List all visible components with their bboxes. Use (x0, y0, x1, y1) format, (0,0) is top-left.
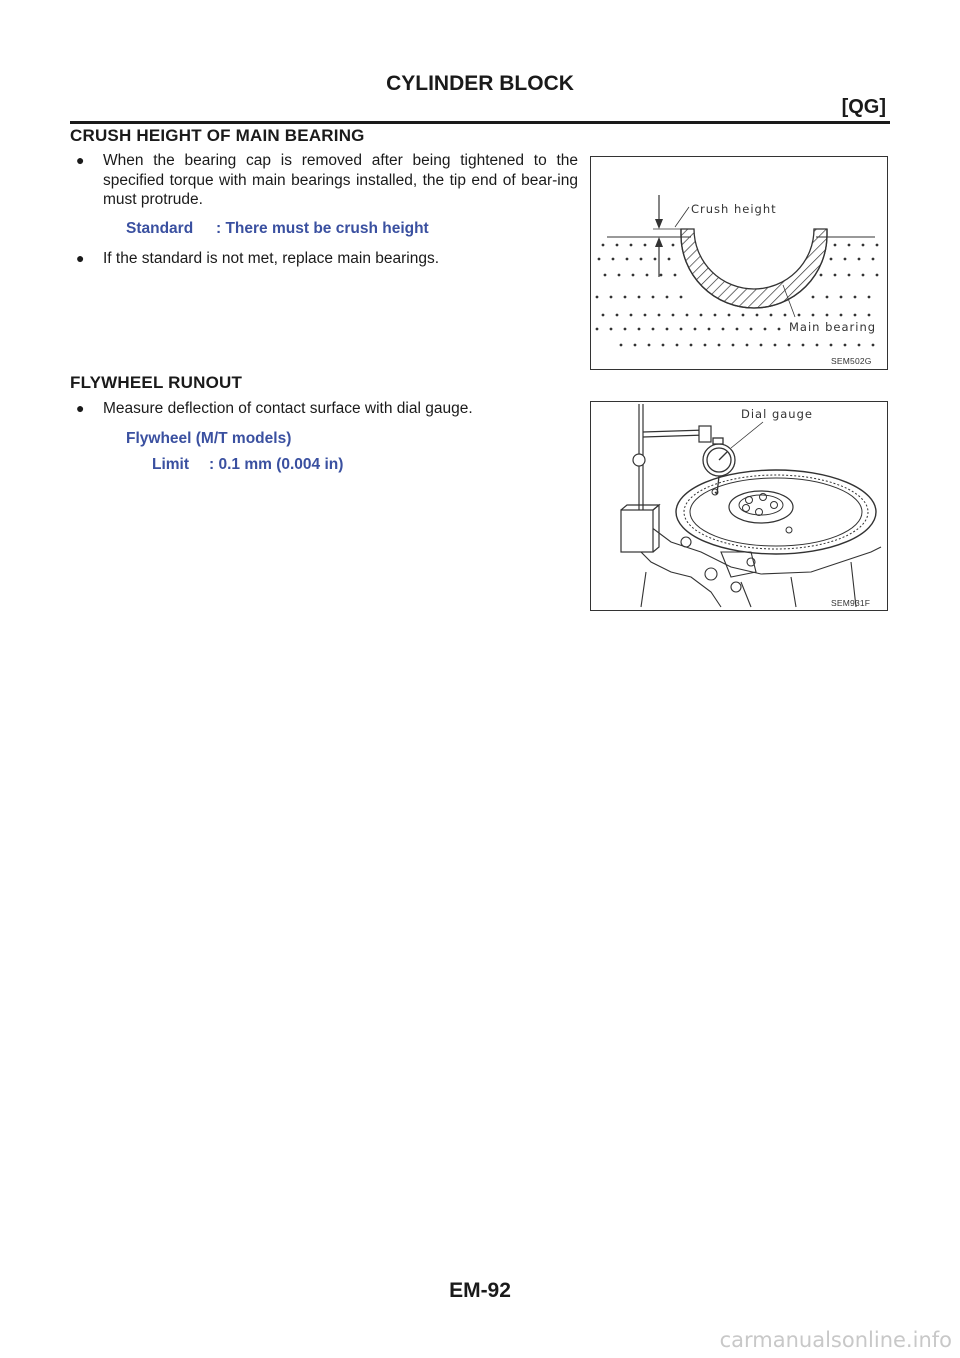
housing-dot (662, 344, 665, 347)
housing-dot (844, 344, 847, 347)
housing-dot (672, 314, 675, 317)
housing-dot (826, 314, 829, 317)
housing-dot (666, 296, 669, 299)
flywheel-runout-heading: FLYWHEEL RUNOUT (70, 373, 243, 392)
housing-dot (718, 344, 721, 347)
housing-dot (788, 344, 791, 347)
housing-dot (652, 296, 655, 299)
housing-dot (672, 244, 675, 247)
housing-dot (848, 274, 851, 277)
crush-height-heading: CRUSH HEIGHT OF MAIN BEARING (70, 126, 365, 145)
housing-dot (742, 314, 745, 317)
housing-dot (728, 314, 731, 317)
housing-dot (598, 258, 601, 261)
limit-value: : 0.1 mm (0.004 in) (209, 456, 344, 473)
housing-dot (746, 344, 749, 347)
housing-dot (854, 314, 857, 317)
page-title: CYLINDER BLOCK (386, 72, 574, 95)
housing-dot (722, 328, 725, 331)
housing-dot (700, 314, 703, 317)
housing-dot (774, 344, 777, 347)
housing-dot (858, 258, 861, 261)
housing-dot (654, 258, 657, 261)
housing-dot (648, 344, 651, 347)
housing-dot (830, 344, 833, 347)
main-bearing-shell (681, 229, 827, 308)
page-number: EM-92 (449, 1279, 511, 1302)
housing-dot (862, 244, 865, 247)
flywheel-limit-spec (152, 456, 343, 474)
crush-standard-spec (126, 220, 429, 238)
housing-dot (602, 244, 605, 247)
housing-dot (596, 328, 599, 331)
housing-dot (830, 258, 833, 261)
housing-dot (812, 296, 815, 299)
housing-dot (812, 314, 815, 317)
housing-dot (610, 328, 613, 331)
crush-bullet-2-text: If the standard is not met, replace main bearings. (103, 250, 440, 267)
housing-dot (638, 296, 641, 299)
housing-dot (834, 244, 837, 247)
main-bearing-label: Main bearing (789, 320, 877, 334)
housing-dot (644, 314, 647, 317)
housing-dot (750, 328, 753, 331)
housing-dot (708, 328, 711, 331)
dial-gauge-illustration (591, 402, 886, 609)
housing-dot (616, 314, 619, 317)
housing-dot (618, 274, 621, 277)
flywheel-runout-figure (590, 401, 888, 611)
housing-dot (676, 344, 679, 347)
housing-dot (630, 244, 633, 247)
housing-dot (764, 328, 767, 331)
housing-dot (858, 344, 861, 347)
flywheel-bullet-1 (76, 399, 578, 419)
housing-dot (626, 258, 629, 261)
housing-dot (834, 274, 837, 277)
housing-dot (646, 274, 649, 277)
housing-dot (868, 296, 871, 299)
housing-dot (694, 328, 697, 331)
figure-code: SEM931F (831, 598, 871, 608)
housing-dot (632, 274, 635, 277)
housing-dot (624, 296, 627, 299)
housing-dot (638, 328, 641, 331)
watermark: carmanualsonline.info (719, 1328, 952, 1352)
crush-height-label: Crush height (691, 202, 777, 216)
housing-dot (612, 258, 615, 261)
engine-block (621, 527, 881, 607)
crush-bullet-2 (76, 249, 578, 269)
bullet-dot: ● (76, 400, 85, 416)
magnetic-stand (621, 404, 711, 552)
housing-dot (784, 314, 787, 317)
dial-gauge-icon (703, 438, 735, 494)
housing-dot (704, 344, 707, 347)
housing-dot (848, 244, 851, 247)
spec-label: Standard (126, 220, 194, 237)
figure-code: SEM502G (831, 356, 872, 366)
housing-dot (596, 296, 599, 299)
housing-dot (640, 258, 643, 261)
housing-dot (798, 314, 801, 317)
spec-value: : There must be crush height (216, 220, 429, 237)
housing-dot (604, 274, 607, 277)
crush-bullet-1-text: When the bearing cap is removed after being tightened to the specified torque with main bearings installed, the tip end of bear-ing must protrude. (103, 152, 578, 208)
limit-label: Limit (152, 456, 190, 473)
housing-dot (844, 258, 847, 261)
housing-dot (620, 344, 623, 347)
housing-dot (666, 328, 669, 331)
housing-dot (630, 314, 633, 317)
housing-dot (602, 314, 605, 317)
housing-dot (680, 296, 683, 299)
crush-height-figure (590, 156, 888, 370)
housing-dot (820, 274, 823, 277)
housing-dot (770, 314, 773, 317)
housing-dot (854, 296, 857, 299)
flywheel (676, 470, 876, 554)
housing-dot (876, 244, 879, 247)
bullet-dot: ● (76, 250, 85, 266)
housing-dot (624, 328, 627, 331)
housing-dot (668, 258, 671, 261)
housing-dot (732, 344, 735, 347)
housing-dot (652, 328, 655, 331)
housing-dot (778, 328, 781, 331)
section-tag: [QG] (841, 96, 886, 118)
header-divider (70, 121, 890, 124)
housing-dot (644, 244, 647, 247)
housing-dot (876, 274, 879, 277)
housing-dot (802, 344, 805, 347)
housing-dot (680, 328, 683, 331)
housing-dot (756, 314, 759, 317)
housing-dot (660, 274, 663, 277)
housing-dot (868, 314, 871, 317)
flywheel-spec-heading: Flywheel (M/T models) (126, 430, 292, 447)
housing-dot (872, 344, 875, 347)
housing-dot (826, 296, 829, 299)
housing-dot (610, 296, 613, 299)
housing-dot (714, 314, 717, 317)
housing-dot (840, 314, 843, 317)
bullet-dot: ● (76, 152, 85, 168)
bearing-diagram (591, 157, 886, 368)
housing-dot (686, 314, 689, 317)
housing-dot (816, 344, 819, 347)
flywheel-bullet-1-text: Measure deflection of contact surface with dial gauge. (103, 400, 473, 417)
crush-bullet-1 (76, 151, 578, 210)
housing-dot (658, 314, 661, 317)
housing-dot (736, 328, 739, 331)
housing-dot (616, 244, 619, 247)
housing-dot (690, 344, 693, 347)
housing-dot (840, 296, 843, 299)
dial-gauge-label: Dial gauge (741, 407, 813, 421)
housing-dot (674, 274, 677, 277)
housing-dot (760, 344, 763, 347)
housing-dot (862, 274, 865, 277)
housing-dot (634, 344, 637, 347)
housing-dot (872, 258, 875, 261)
